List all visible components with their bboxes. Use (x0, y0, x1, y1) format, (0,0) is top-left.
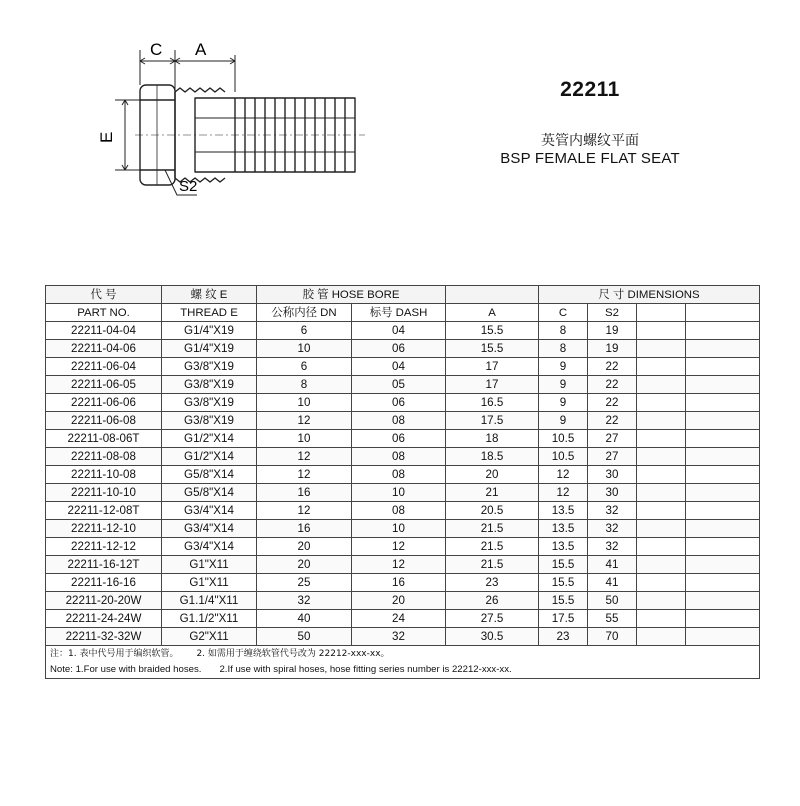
cell-s2: 30 (588, 466, 637, 484)
cell-empty (686, 610, 760, 628)
cell-empty (637, 466, 686, 484)
cell-empty (637, 610, 686, 628)
header-a: A (446, 304, 539, 322)
cell-c: 23 (539, 628, 588, 646)
cell-thread: G1.1/2"X11 (162, 610, 257, 628)
cell-dash: 08 (352, 412, 446, 430)
table-row (46, 448, 760, 466)
cell-part: 22211-10-08 (46, 466, 162, 484)
cell-dn: 12 (257, 466, 352, 484)
dim-label-a: A (195, 40, 207, 59)
cell-thread: G1.1/4"X11 (162, 592, 257, 610)
cell-dn: 25 (257, 574, 352, 592)
header-part-no: PART NO. (46, 304, 162, 322)
cell-c: 13.5 (539, 502, 588, 520)
cell-empty (637, 484, 686, 502)
header-extra-2 (686, 304, 760, 322)
cell-c: 8 (539, 340, 588, 358)
cell-thread: G1/2"X14 (162, 448, 257, 466)
note-row-en (46, 662, 760, 679)
cell-dn: 10 (257, 394, 352, 412)
cell-c: 12 (539, 484, 588, 502)
product-title-en: BSP FEMALE FLAT SEAT (500, 150, 680, 167)
table-row (46, 538, 760, 556)
cell-dn: 10 (257, 430, 352, 448)
cell-thread: G3/8"X19 (162, 412, 257, 430)
cell-thread: G5/8"X14 (162, 484, 257, 502)
cell-empty (637, 502, 686, 520)
cell-dn: 8 (257, 376, 352, 394)
header-code: 代 号 (46, 286, 162, 304)
cell-empty (637, 322, 686, 340)
cell-thread: G3/8"X19 (162, 358, 257, 376)
cell-part: 22211-06-04 (46, 358, 162, 376)
cell-dn: 12 (257, 448, 352, 466)
cell-dn: 10 (257, 340, 352, 358)
cell-dn: 6 (257, 322, 352, 340)
cell-dash: 06 (352, 430, 446, 448)
cell-empty (686, 376, 760, 394)
cell-empty (637, 574, 686, 592)
note-cn-2: 2. 如需用于缠绕软管代号改为 22212-xxx-xx。 (196, 649, 390, 659)
cell-thread: G1/4"X19 (162, 340, 257, 358)
cell-s2: 30 (588, 484, 637, 502)
cell-empty (686, 340, 760, 358)
cell-dn: 20 (257, 538, 352, 556)
header-s2: S2 (588, 304, 637, 322)
cell-c: 17.5 (539, 610, 588, 628)
cell-s2: 32 (588, 538, 637, 556)
cell-dn: 6 (257, 358, 352, 376)
cell-a: 26 (446, 592, 539, 610)
cell-thread: G1"X11 (162, 574, 257, 592)
table-row (46, 430, 760, 448)
table-header-group-row (46, 286, 760, 304)
cell-thread: G3/4"X14 (162, 520, 257, 538)
table-row (46, 394, 760, 412)
cell-part: 22211-06-05 (46, 376, 162, 394)
cell-thread: G1/4"X19 (162, 322, 257, 340)
cell-empty (686, 484, 760, 502)
header-dash: 标号 DASH (352, 304, 446, 322)
cell-dash: 12 (352, 556, 446, 574)
cell-c: 10.5 (539, 448, 588, 466)
cell-dn: 20 (257, 556, 352, 574)
table-row (46, 520, 760, 538)
cell-dn: 12 (257, 502, 352, 520)
cell-s2: 55 (588, 610, 637, 628)
cell-c: 15.5 (539, 592, 588, 610)
cell-c: 9 (539, 376, 588, 394)
cell-part: 22211-12-10 (46, 520, 162, 538)
table-row (46, 340, 760, 358)
cell-empty (637, 412, 686, 430)
cell-empty (686, 394, 760, 412)
table-header-row (46, 304, 760, 322)
cell-s2: 19 (588, 340, 637, 358)
cell-s2: 22 (588, 394, 637, 412)
cell-empty (637, 358, 686, 376)
cell-dn: 12 (257, 412, 352, 430)
cell-a: 20 (446, 466, 539, 484)
cell-s2: 41 (588, 574, 637, 592)
cell-a: 18 (446, 430, 539, 448)
cell-c: 15.5 (539, 556, 588, 574)
header-blank (446, 286, 539, 304)
cell-thread: G1"X11 (162, 556, 257, 574)
cell-part: 22211-32-32W (46, 628, 162, 646)
cell-dash: 20 (352, 592, 446, 610)
cell-s2: 22 (588, 412, 637, 430)
cell-s2: 32 (588, 502, 637, 520)
cell-c: 13.5 (539, 520, 588, 538)
cell-thread: G3/4"X14 (162, 538, 257, 556)
cell-c: 13.5 (539, 538, 588, 556)
cell-empty (637, 628, 686, 646)
cell-empty (637, 376, 686, 394)
cell-empty (686, 628, 760, 646)
cell-dash: 10 (352, 484, 446, 502)
cell-empty (686, 592, 760, 610)
cell-dn: 16 (257, 520, 352, 538)
table-row (46, 610, 760, 628)
cell-s2: 32 (588, 520, 637, 538)
cell-a: 16.5 (446, 394, 539, 412)
table-row (46, 556, 760, 574)
cell-a: 21.5 (446, 538, 539, 556)
cell-empty (686, 538, 760, 556)
cell-part: 22211-10-10 (46, 484, 162, 502)
cell-a: 21.5 (446, 556, 539, 574)
cell-empty (686, 556, 760, 574)
cell-empty (637, 538, 686, 556)
cell-a: 17 (446, 358, 539, 376)
cell-empty (637, 394, 686, 412)
cell-a: 23 (446, 574, 539, 592)
cell-part: 22211-16-12T (46, 556, 162, 574)
cell-part: 22211-16-16 (46, 574, 162, 592)
cell-empty (686, 574, 760, 592)
cell-part: 22211-04-06 (46, 340, 162, 358)
cell-empty (637, 340, 686, 358)
cell-thread: G5/8"X14 (162, 466, 257, 484)
table-row (46, 502, 760, 520)
dim-label-s2: S2 (179, 178, 198, 195)
cell-a: 15.5 (446, 322, 539, 340)
cell-dn: 32 (257, 592, 352, 610)
cell-s2: 22 (588, 376, 637, 394)
table-row (46, 466, 760, 484)
cell-thread: G2"X11 (162, 628, 257, 646)
cell-a: 17.5 (446, 412, 539, 430)
cell-dash: 04 (352, 358, 446, 376)
cell-s2: 70 (588, 628, 637, 646)
cell-dash: 32 (352, 628, 446, 646)
cell-c: 9 (539, 412, 588, 430)
cell-thread: G3/4"X14 (162, 502, 257, 520)
cell-empty (637, 448, 686, 466)
cell-s2: 27 (588, 430, 637, 448)
cell-c: 9 (539, 358, 588, 376)
cell-empty (637, 592, 686, 610)
cell-dash: 16 (352, 574, 446, 592)
cell-empty (637, 430, 686, 448)
cell-thread: G1/2"X14 (162, 430, 257, 448)
table-row (46, 322, 760, 340)
cell-dash: 06 (352, 394, 446, 412)
table-row (46, 592, 760, 610)
cell-dn: 40 (257, 610, 352, 628)
cell-a: 20.5 (446, 502, 539, 520)
fitting-drawing (95, 30, 375, 210)
cell-dash: 04 (352, 322, 446, 340)
cell-dash: 06 (352, 340, 446, 358)
dim-label-c: C (150, 40, 163, 59)
cell-a: 15.5 (446, 340, 539, 358)
cell-c: 10.5 (539, 430, 588, 448)
cell-part: 22211-08-06T (46, 430, 162, 448)
cell-a: 17 (446, 376, 539, 394)
table-row (46, 376, 760, 394)
cell-c: 9 (539, 394, 588, 412)
header-thread-e: THREAD E (162, 304, 257, 322)
cell-part: 22211-08-08 (46, 448, 162, 466)
cell-dn: 50 (257, 628, 352, 646)
cell-thread: G3/8"X19 (162, 376, 257, 394)
cell-part: 22211-20-20W (46, 592, 162, 610)
table-row (46, 484, 760, 502)
note-en-2: 2.If use with spiral hoses, hose fitting series number is 22212-xxx-xx. (219, 664, 512, 675)
cell-empty (686, 412, 760, 430)
cell-s2: 19 (588, 322, 637, 340)
cell-s2: 41 (588, 556, 637, 574)
cell-dash: 08 (352, 502, 446, 520)
cell-a: 30.5 (446, 628, 539, 646)
table-row (46, 412, 760, 430)
header-dimensions: 尺 寸 DIMENSIONS (539, 286, 760, 304)
cell-s2: 22 (588, 358, 637, 376)
product-title-cn: 英管内螺纹平面 (541, 133, 639, 149)
header-c: C (539, 304, 588, 322)
cell-dash: 10 (352, 520, 446, 538)
note-row-cn (46, 646, 760, 663)
cell-part: 22211-04-04 (46, 322, 162, 340)
model-number: 22211 (560, 78, 620, 101)
cell-empty (686, 466, 760, 484)
cell-part: 22211-12-08T (46, 502, 162, 520)
table-row (46, 574, 760, 592)
dim-label-e: E (97, 131, 116, 143)
cell-s2: 27 (588, 448, 637, 466)
cell-part: 22211-12-12 (46, 538, 162, 556)
cell-a: 27.5 (446, 610, 539, 628)
note-cn-1: 注：1. 表中代号用于编织软管。 (50, 649, 179, 659)
cell-a: 21.5 (446, 520, 539, 538)
header-hose-bore: 胶 管 HOSE BORE (257, 286, 446, 304)
table-row (46, 628, 760, 646)
cell-c: 8 (539, 322, 588, 340)
cell-a: 18.5 (446, 448, 539, 466)
cell-c: 12 (539, 466, 588, 484)
cell-thread: G3/8"X19 (162, 394, 257, 412)
header-dn: 公称内径 DN (257, 304, 352, 322)
cell-dash: 08 (352, 466, 446, 484)
cell-empty (637, 556, 686, 574)
cell-part: 22211-24-24W (46, 610, 162, 628)
cell-empty (686, 358, 760, 376)
cell-empty (686, 502, 760, 520)
cell-empty (686, 322, 760, 340)
cell-empty (637, 520, 686, 538)
cell-dash: 05 (352, 376, 446, 394)
cell-dn: 16 (257, 484, 352, 502)
cell-dash: 08 (352, 448, 446, 466)
cell-dash: 12 (352, 538, 446, 556)
cell-s2: 50 (588, 592, 637, 610)
cell-empty (686, 448, 760, 466)
table-row (46, 358, 760, 376)
cell-empty (686, 520, 760, 538)
cell-c: 15.5 (539, 574, 588, 592)
cell-part: 22211-06-08 (46, 412, 162, 430)
header-extra (637, 304, 686, 322)
spec-table (45, 285, 760, 679)
cell-a: 21 (446, 484, 539, 502)
cell-dash: 24 (352, 610, 446, 628)
cell-part: 22211-06-06 (46, 394, 162, 412)
header-thread-group: 螺 纹 E (162, 286, 257, 304)
cell-empty (686, 430, 760, 448)
note-en-1: Note: 1.For use with braided hoses. (50, 664, 202, 675)
